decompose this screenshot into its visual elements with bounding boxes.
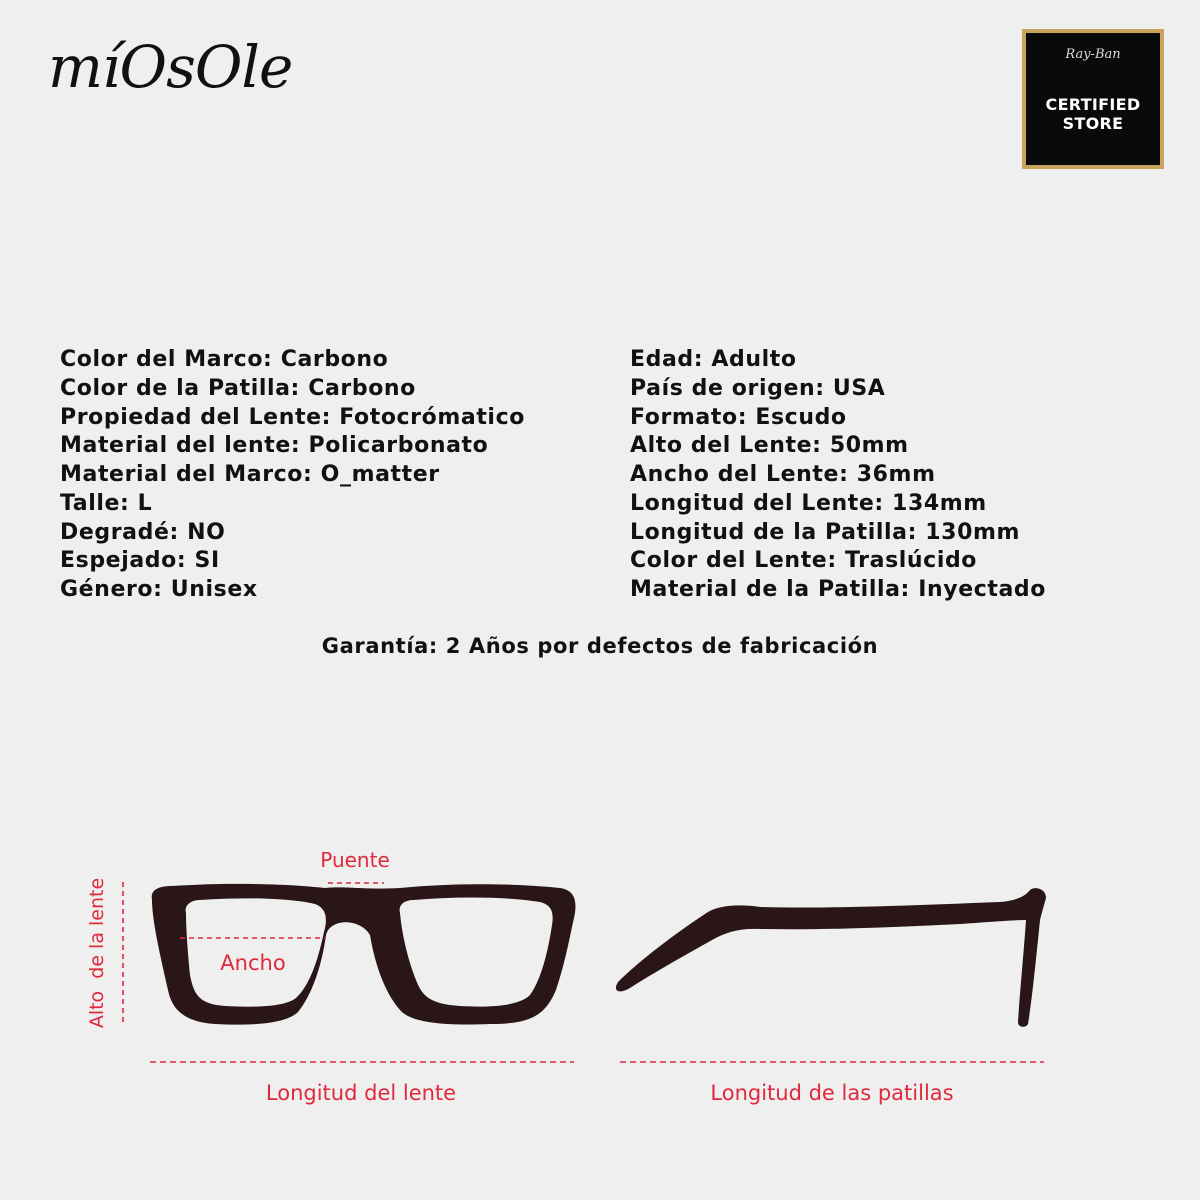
- rayban-brand: Ray-Ban: [1065, 47, 1121, 62]
- spec-item: Propiedad del Lente: Fotocrómatico: [60, 404, 525, 430]
- spec-item: Color del Marco: Carbono: [60, 347, 389, 372]
- spec-item: Edad: Adulto: [630, 347, 797, 372]
- label-ancho: Ancho: [220, 951, 286, 975]
- spec-item: Alto del Lente: 50mm: [630, 433, 909, 459]
- spec-item: Material del lente: Policarbonato: [60, 433, 489, 459]
- spec-item: Color de la Patilla: Carbono: [60, 375, 416, 401]
- label-alto: Alto de la lente: [86, 877, 108, 1029]
- spec-item: Ancho del Lente: 36mm: [630, 462, 936, 487]
- front-frame: [152, 884, 576, 1025]
- badge-line-store: STORE: [1062, 114, 1124, 133]
- spec-item: Material de la Patilla: Inyectado: [630, 577, 1046, 602]
- miosole-logo: míOsOle: [48, 33, 293, 101]
- spec-item: Género: Unisex: [60, 577, 258, 602]
- spec-item: Material del Marco: O_matter: [60, 462, 440, 487]
- side-temple: [616, 888, 1046, 1027]
- spec-item: Talle: L: [60, 490, 153, 516]
- badge-line-certified: CERTIFIED: [1045, 95, 1141, 114]
- spec-item: Espejado: SI: [60, 548, 220, 574]
- warranty-text: Garantía: 2 Años por defectos de fabricación: [321, 634, 879, 658]
- label-longitud-lente: Longitud del lente: [265, 1081, 457, 1105]
- spec-item: Longitud de la Patilla: 130mm: [630, 519, 1021, 545]
- spec-item: Formato: Escudo: [630, 404, 847, 430]
- spec-item: Degradé: NO: [60, 519, 226, 545]
- label-longitud-patillas: Longitud de las patillas: [710, 1081, 954, 1105]
- label-puente: Puente: [320, 848, 390, 872]
- spec-item: Longitud del Lente: 134mm: [630, 490, 987, 516]
- spec-item: País de origen: USA: [630, 375, 886, 401]
- spec-item: Color del Lente: Traslúcido: [630, 548, 978, 574]
